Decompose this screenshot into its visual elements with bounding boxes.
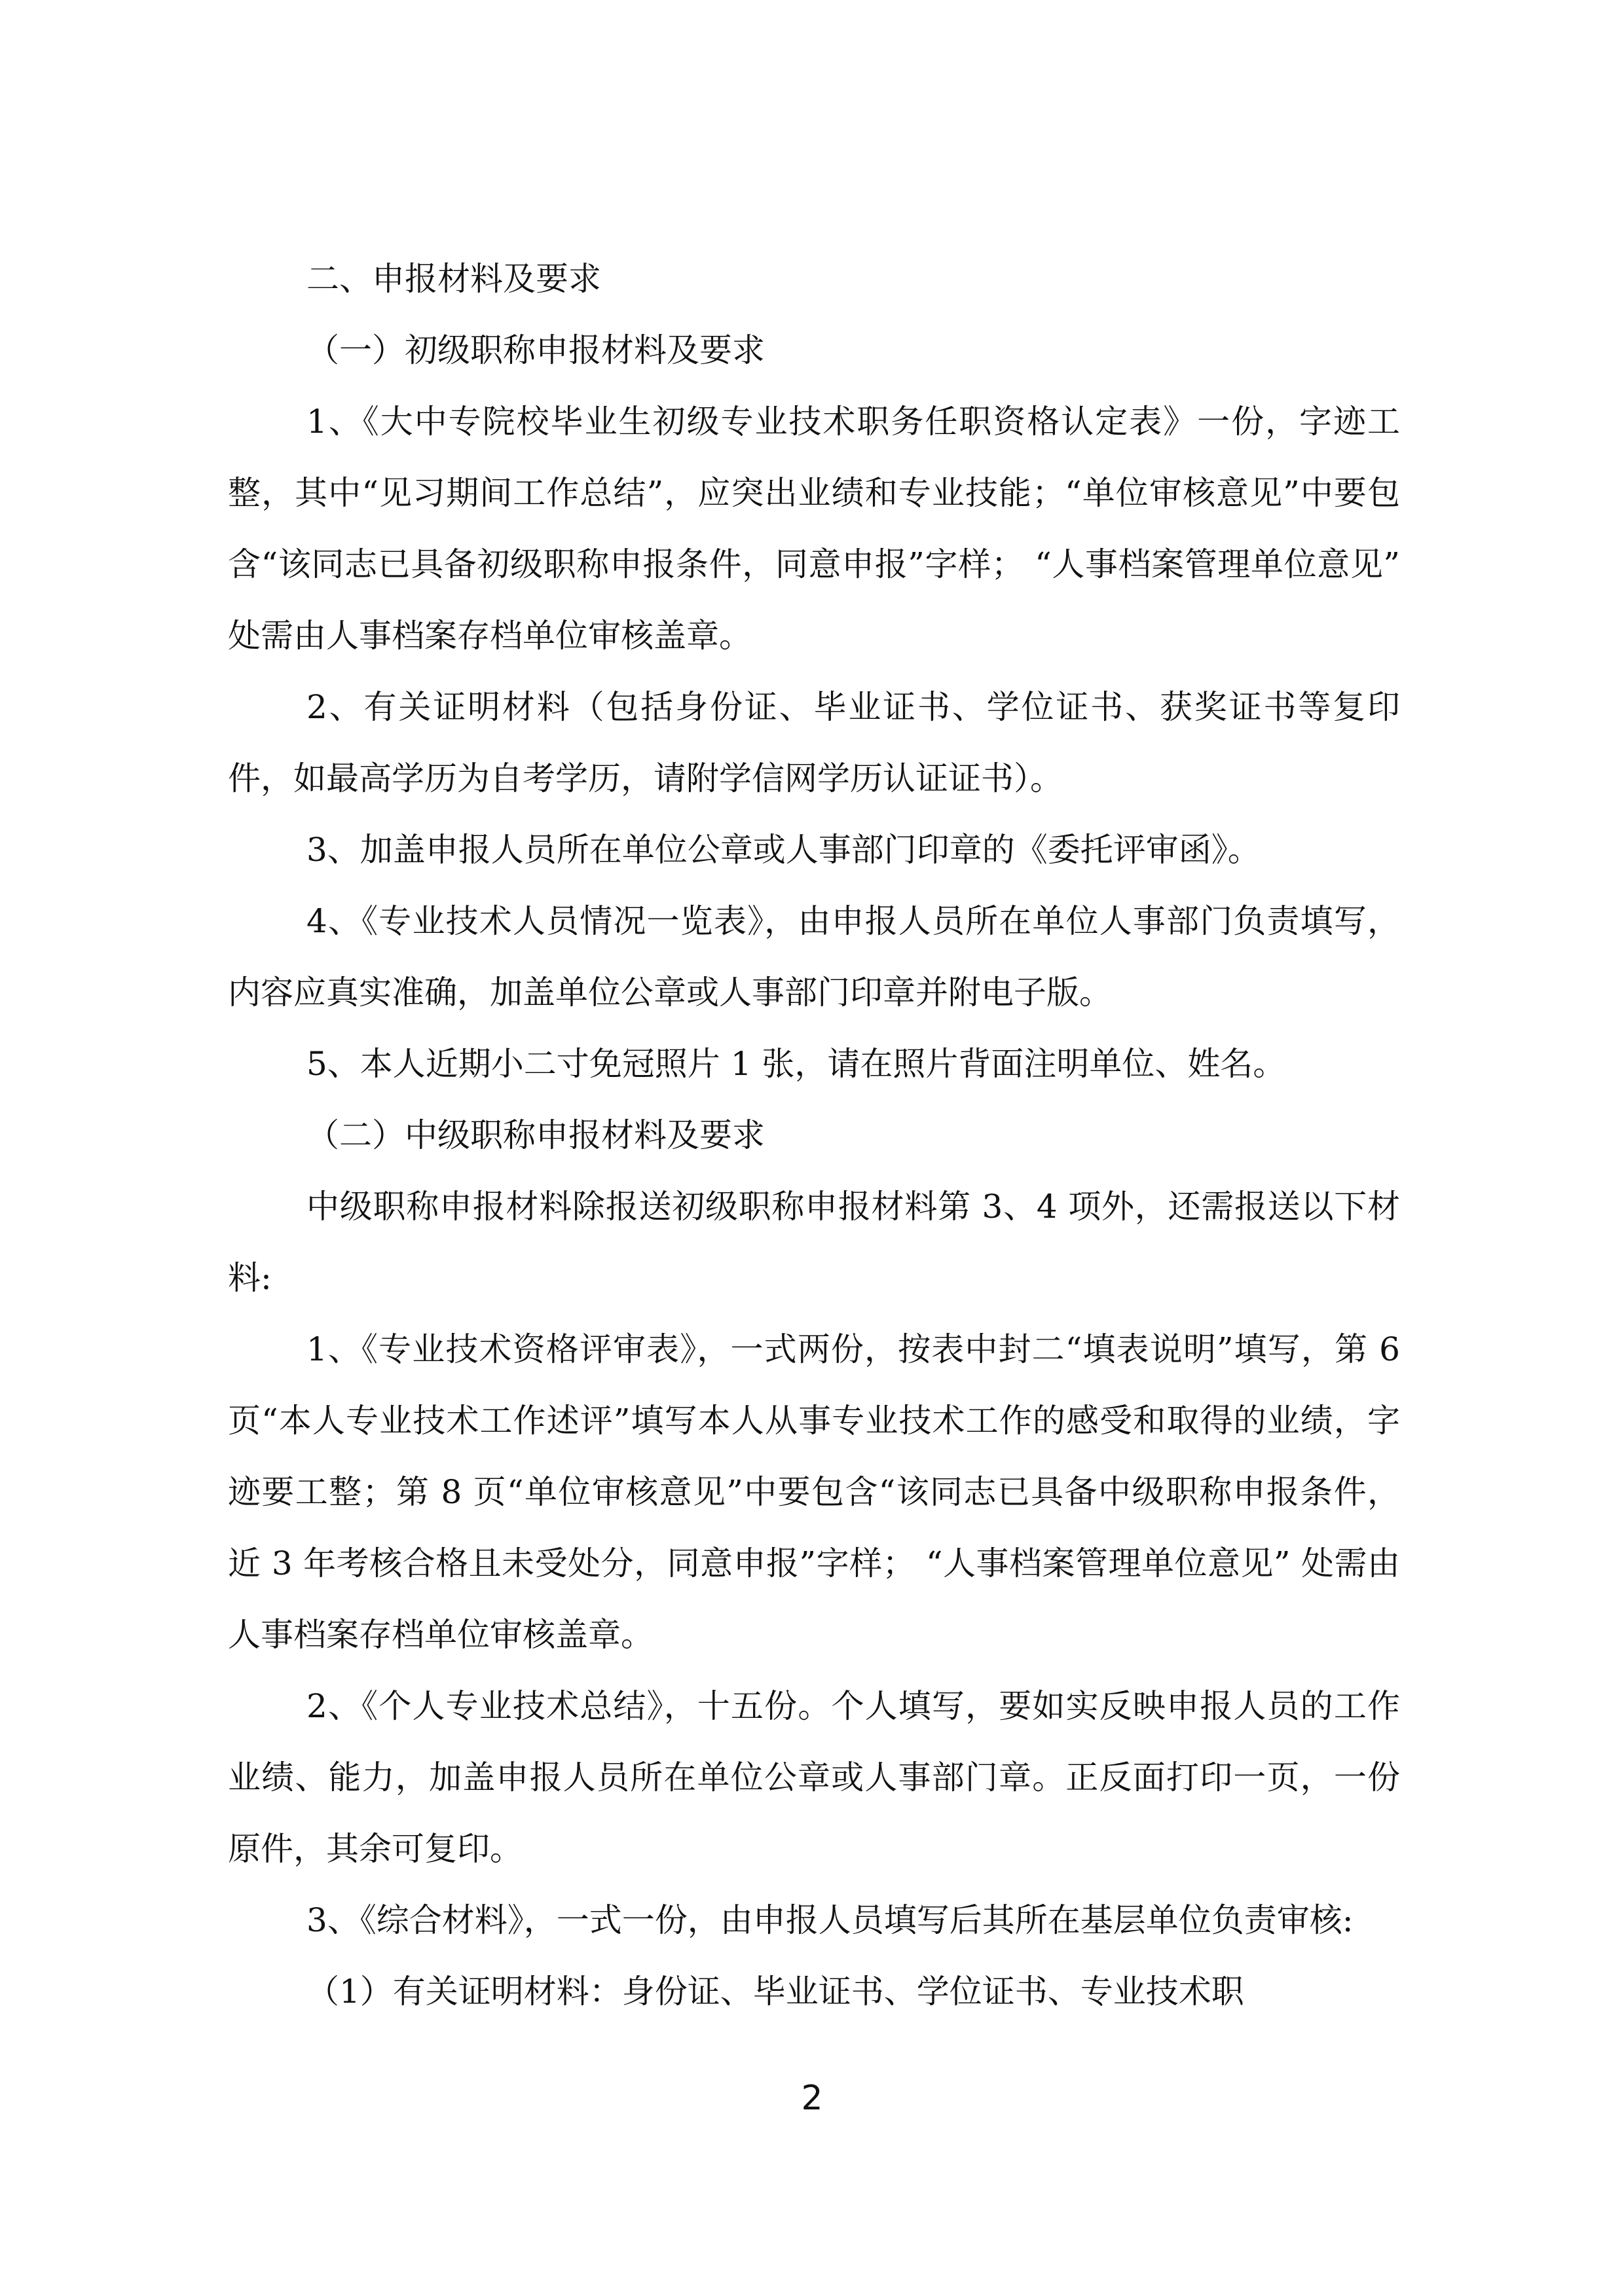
paragraph-junior-item-5: 5、本人近期小二寸免冠照片 1 张，请在照片背面注明单位、姓名。 — [306, 1045, 1286, 1083]
paragraph-intermediate-item-2: 2、《个人专业技术总结》，十五份。个人填写，要如实反映申报人员的工作业绩、能力，加盖申报人员所在单位公章或人事部门章。正反面打印一页，一份原件，其余可复印。 — [228, 1687, 1400, 1868]
paragraph-intermediate-intro: 中级职称申报材料除报送初级职称申报材料第 3、4 项外，还需报送以下材料: — [228, 1188, 1400, 1297]
paragraph-junior-item-1: 1、《大中专院校毕业生初级专业技术职务任职资格认定表》一份，字迹工整，其中“见习期间工作总结”，应突出业绩和专业技能；“单位审核意见”中要包含“该同志已具备初级职称申报条件，同意申报”字样； “人事档案管理单位意见” 处需由人事档案存档单位审核盖章。 — [228, 403, 1400, 655]
page-number: 2 — [801, 2079, 823, 2118]
paragraph-intermediate-subitem-1: （1）有关证明材料：身份证、毕业证书、学位证书、专业技术职 — [306, 1973, 1244, 2011]
section-heading: 二、申报材料及要求 — [306, 260, 601, 298]
document-body — [228, 244, 1400, 2028]
paragraph-intermediate-item-1: 1、《专业技术资格评审表》，一式两份，按表中封二“填表说明”填写，第 6 页“本人专业技术工作述评”填写本人从事专业技术工作的感受和取得的业绩，字迹要工整；第 8 页“单位审核意见”中要包含“该同志已具备中级职称申报条件，近 3 年考核合格且未受处分，同意申报”字样； “人事档案管理单位意见” 处需由人事档案存档单位审核盖章。 — [228, 1330, 1400, 1654]
subsection-heading-intermediate: （二）中级职称申报材料及要求 — [306, 1116, 765, 1154]
paragraph-intermediate-item-3: 3、《综合材料》，一式一份，由申报人员填写后其所在基层单位负责审核: — [306, 1901, 1354, 1939]
paragraph-junior-item-2: 2、有关证明材料（包括身份证、毕业证书、学位证书、获奖证书等复印件，如最高学历为自考学历，请附学信网学历认证证书）。 — [228, 688, 1400, 797]
paragraph-junior-item-4: 4、《专业技术人员情况一览表》，由申报人员所在单位人事部门负责填写，内容应真实准确，加盖单位公章或人事部门印章并附电子版。 — [228, 902, 1400, 1011]
paragraph-junior-item-3: 3、加盖申报人员所在单位公章或人事部门印章的《委托评审函》。 — [306, 831, 1261, 869]
subsection-heading-junior: （一）初级职称申报材料及要求 — [306, 331, 765, 369]
